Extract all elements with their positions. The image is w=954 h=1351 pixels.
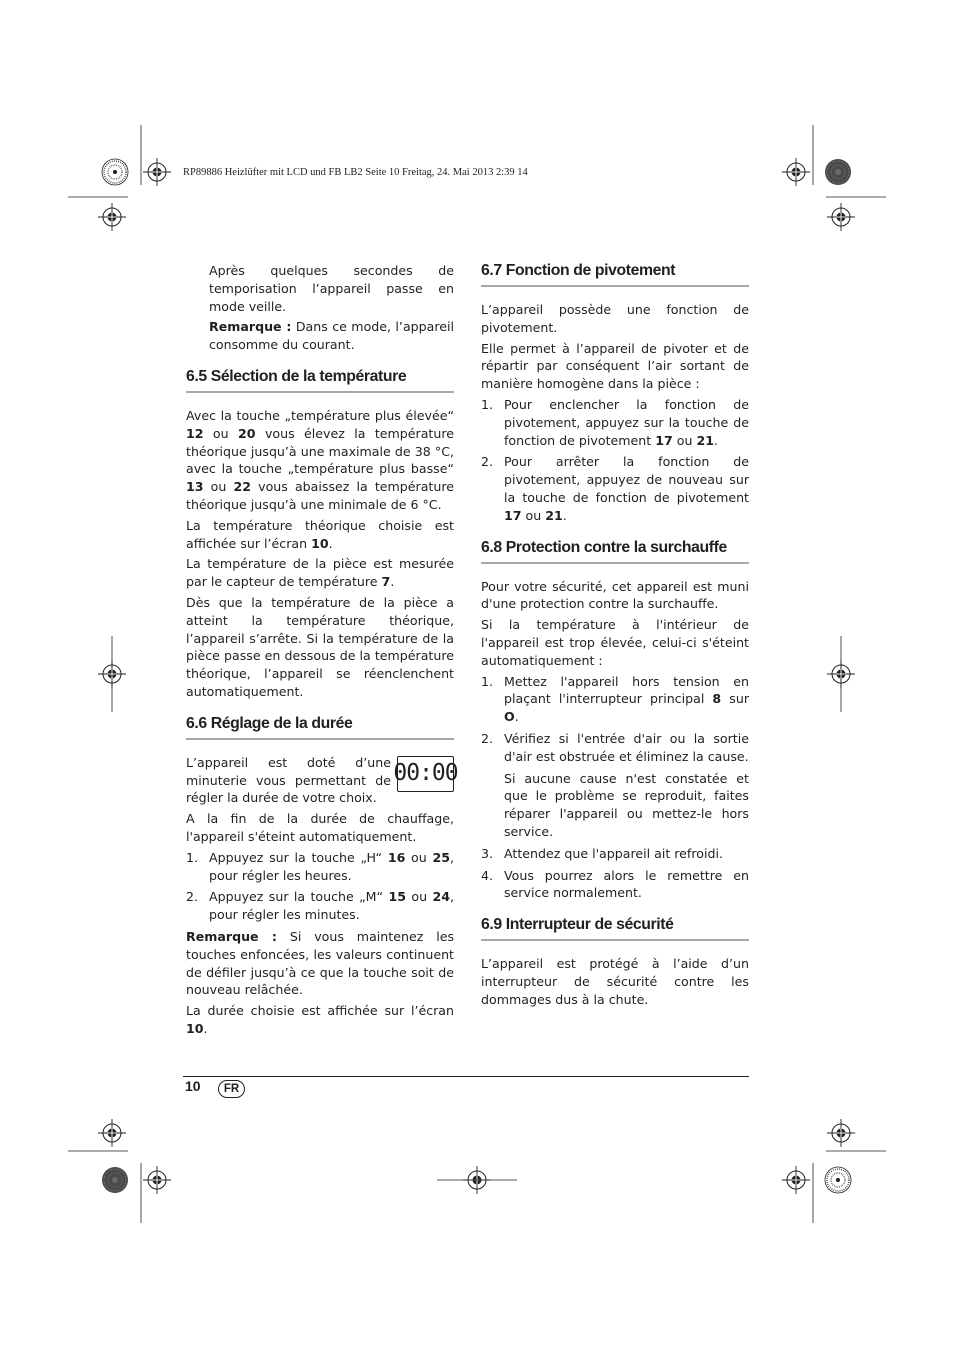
left-column: [186, 262, 458, 1041]
registration-mark-icon: [143, 158, 171, 186]
list-item: 3. Attendez que l'appareil ait refroidi.: [481, 845, 723, 861]
paragraph: La température de la pièce est mesurée par le capteur de température 7.: [186, 556, 454, 590]
note-paragraph: Remarque : Si vous maintenez les touches enfoncées, les valeurs continuent de défiler jusqu’à ce que la touche soit de nouveau relâchée.: [186, 928, 455, 998]
footer-rule: [183, 1076, 749, 1077]
paragraph: L’appareil possède une fonction de pivotement.: [481, 302, 749, 335]
list-item: 2. Pour arrêter la fonction de pivotement, appuyez de nouveau sur la touche de fonction de pivotement 17 ou 21.: [481, 454, 749, 523]
star-target-icon: [102, 1167, 128, 1193]
paragraph: L’appareil est doté d’une minuterie vous permettant de régler la durée de votre choix.: [186, 754, 391, 806]
paragraph: Pour votre sécurité, cet appareil est muni d'une protection contre la surchauffe.: [481, 578, 749, 612]
page-number: 10: [185, 1078, 201, 1094]
paragraph: La température théorique choisie est affichée sur l’écran 10.: [186, 517, 454, 551]
steps-list: [481, 396, 749, 525]
list-item: 2. Appuyez sur la touche „M“ 15 ou 24, pour régler les minutes.: [186, 889, 454, 923]
registration-mark-icon: [827, 1119, 855, 1147]
list-item: 1. Pour enclencher la fonction de pivotement, appuyez sur la touche de fonction de pivotement 17 ou 21.: [481, 396, 749, 448]
registration-mark-icon: [782, 158, 810, 186]
note-label: Remarque :: [209, 319, 292, 335]
star-target-icon: [825, 159, 851, 185]
list-item: 4. Vous pourrez alors le remettre en service normalement.: [481, 867, 749, 901]
section-heading-6-7: 6.7 Fonction de pivotement: [481, 262, 749, 287]
registration-mark-icon: [98, 1119, 126, 1147]
right-column: [481, 262, 749, 1012]
registration-mark-icon: [98, 203, 126, 231]
lcd-timer-display: 00:00: [397, 756, 454, 792]
registration-mark-icon: [827, 660, 855, 688]
registration-mark-icon: [827, 203, 855, 231]
paragraph: A la fin de la durée de chauffage, l'appareil s'éteint automatiquement.: [186, 811, 454, 844]
paragraph: Avec la touche „température plus élevée“ 12 ou 20 vous élevez la température théorique jusqu’à une maximale de 38 °C, avec la touche „température plus basse“ 13 ou 22 vous abaissez la température théorique jusqu’à une minimale de 6 °C.: [186, 407, 455, 512]
section-heading-6-5: 6.5 Sélection de la température: [186, 368, 454, 393]
star-target-icon: [102, 159, 128, 185]
paragraph: Si la température à l'intérieur de l'appareil est trop élevée, celui-ci s'éteint automatiquement :: [481, 617, 749, 668]
registration-mark-icon: [782, 1166, 810, 1194]
section-heading-6-9: 6.9 Interrupteur de sécurité: [481, 916, 749, 941]
intro-paragraph: Après quelques secondes de temporisation l’appareil passe en mode veille.: [209, 263, 454, 314]
section-heading-6-8: 6.8 Protection contre la surchauffe: [481, 539, 749, 564]
registration-mark-icon: [143, 1166, 171, 1194]
section-heading-6-6: 6.6 Réglage de la durée: [186, 715, 454, 740]
print-slug-line: RP89886 Heizlüfter mit LCD und FB LB2 Seite 10 Freitag, 24. Mai 2013 2:39 14: [183, 167, 528, 178]
paragraph: Elle permet à l’appareil de pivoter et de répartir par conséquent l’air sortant de manière homogène dans la pièce :: [481, 340, 749, 392]
paragraph: La durée choisie est affichée sur l’écran 10.: [186, 1003, 454, 1036]
timer-intro: [186, 754, 458, 810]
list-item: 2. Vérifiez si l'entrée d'air ou la sortie d'air est obstruée et éliminez la cause. Si aucune cause n'est constatée et que le problème se reproduit, faites réparer l'appareil ou mettez-le hors service.: [481, 730, 749, 839]
list-item: 1. Mettez l'appareil hors tension en plaçant l'interrupteur principal 8 sur O.: [481, 673, 749, 725]
list-item: 1. Appuyez sur la touche „H“ 16 ou 25, pour régler les heures.: [186, 849, 455, 883]
star-target-icon: [825, 1167, 851, 1193]
registration-mark-icon: [98, 660, 126, 688]
note-paragraph: Remarque : Dans ce mode, l’appareil consomme du courant.: [209, 319, 455, 353]
paragraph: L’appareil est protégé à l’aide d’un interrupteur de sécurité contre les dommages dus à la chute.: [481, 956, 749, 1007]
language-badge: FR: [218, 1080, 245, 1098]
steps-list: [481, 673, 749, 903]
steps-list: [186, 849, 454, 924]
paragraph: Dès que la température de la pièce a atteint la température théorique, l’appareil s’arrête. Si la température de la pièce passe en dessous de la température théorique, l’appareil se réenclenchent automatiquement.: [186, 594, 454, 699]
